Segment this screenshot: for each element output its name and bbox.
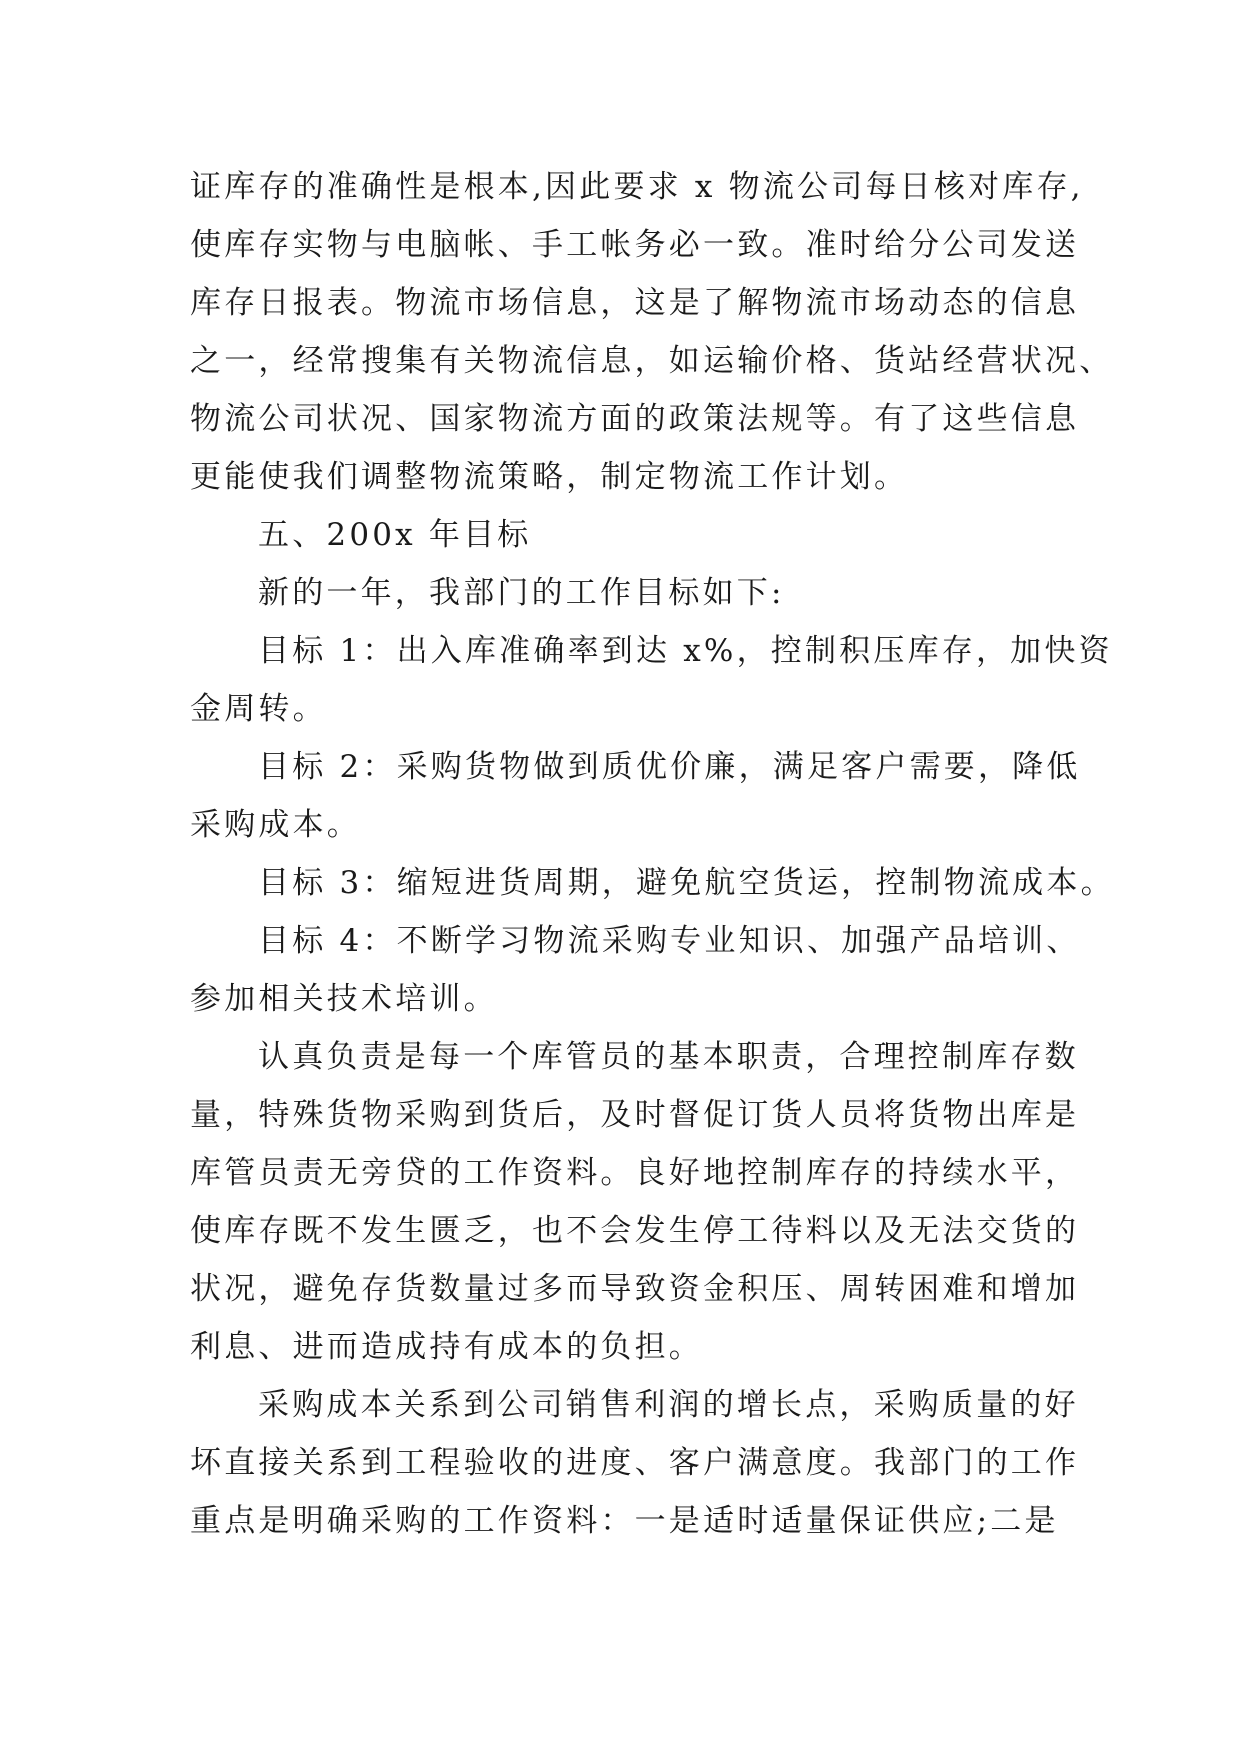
text-line: 物流公司状况、国家物流方面的政策法规等。有了这些信息 bbox=[190, 401, 1080, 437]
goal-3: 目标 3：缩短进货周期，避免航空货运，控制物流成本。 bbox=[258, 865, 1115, 901]
text-line: 库管员责无旁贷的工作资料。良好地控制库存的持续水平， bbox=[190, 1155, 1080, 1191]
paragraph-start: 认真负责是每一个库管员的基本职责，合理控制库存数 bbox=[258, 1039, 1079, 1075]
text-line: 利息、进而造成持有成本的负担。 bbox=[190, 1329, 703, 1365]
text-line: 新的一年，我部门的工作目标如下: bbox=[258, 575, 785, 611]
body-text bbox=[190, 158, 1115, 1550]
text-line: 使库存既不发生匮乏，也不会发生停工待料以及无法交货的 bbox=[190, 1213, 1080, 1249]
goal-4: 目标 4：不断学习物流采购专业知识、加强产品培训、 bbox=[258, 923, 1081, 959]
text-line: 证库存的准确性是根本,因此要求 x 物流公司每日核对库存, bbox=[190, 169, 1084, 205]
text-line: 状况，避免存货数量过多而导致资金积压、周转困难和增加 bbox=[190, 1271, 1080, 1307]
text-line: 更能使我们调整物流策略，制定物流工作计划。 bbox=[190, 459, 909, 495]
text-line: 采购成本。 bbox=[190, 807, 361, 843]
text-line: 使库存实物与电脑帐、手工帐务必一致。准时给分公司发送 bbox=[190, 227, 1080, 263]
text-line: 金周转。 bbox=[190, 691, 327, 727]
text-line: 重点是明确采购的工作资料：一是适时适量保证供应;二是 bbox=[190, 1503, 1059, 1539]
section-heading: 五、200x 年目标 bbox=[258, 517, 532, 553]
text-line: 之一，经常搜集有关物流信息，如运输价格、货站经营状况、 bbox=[190, 343, 1114, 379]
goal-1: 目标 1：出入库准确率到达 x%，控制积压库存，加快资 bbox=[258, 633, 1113, 669]
text-line: 量，特殊货物采购到货后，及时督促订货人员将货物出库是 bbox=[190, 1097, 1080, 1133]
paragraph-start: 采购成本关系到公司销售利润的增长点，采购质量的好 bbox=[258, 1387, 1079, 1423]
text-line: 坏直接关系到工程验收的进度、客户满意度。我部门的工作 bbox=[190, 1445, 1080, 1481]
text-line: 库存日报表。物流市场信息，这是了解物流市场动态的信息 bbox=[190, 285, 1080, 321]
text-line: 参加相关技术培训。 bbox=[190, 981, 498, 1017]
goal-2: 目标 2：采购货物做到质优价廉，满足客户需要，降低 bbox=[258, 749, 1081, 785]
